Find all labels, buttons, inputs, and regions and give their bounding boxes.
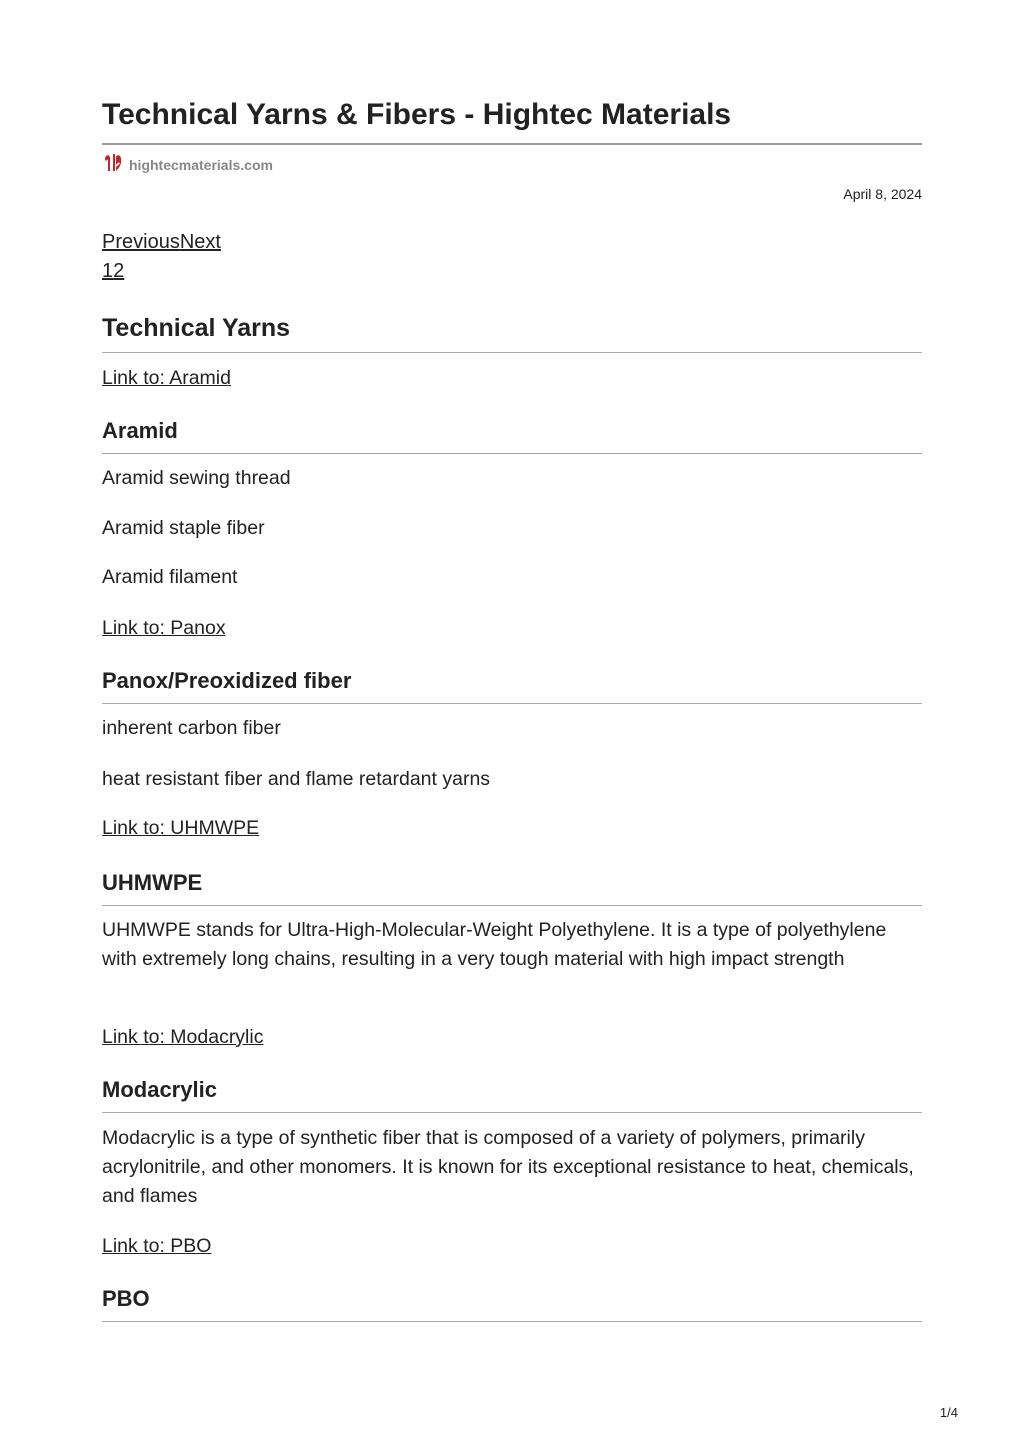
previous-link[interactable]: Previous xyxy=(102,231,180,253)
heading-pbo: PBO xyxy=(102,1286,150,1311)
page-title: Technical Yarns & Fibers - Hightec Materials xyxy=(102,98,732,131)
section-heading-technical-yarns: Technical Yarns xyxy=(102,314,291,342)
list-item: inherent carbon fiber xyxy=(102,717,281,739)
link-aramid[interactable]: Link to: Aramid xyxy=(102,367,231,389)
heading-modacrylic: Modacrylic xyxy=(102,1077,217,1102)
section-divider xyxy=(102,703,922,704)
hightec-logo-icon xyxy=(102,151,124,178)
section-divider xyxy=(102,1112,922,1113)
heading-aramid: Aramid xyxy=(102,418,178,443)
uhmwpe-description: UHMWPE stands for Ultra-High-Molecular-Weight Polyethylene. It is a type of polyethylene with extremely long chains, resulting in a very tough material with high impact strength xyxy=(102,919,887,970)
modacrylic-description: Modacrylic is a type of synthetic fiber that is composed of a variety of polymers, primarily acrylonitrile, and other monomers. It is known for its exceptional resistance to heat, chemicals, and flames xyxy=(102,1127,914,1207)
title-divider xyxy=(102,143,922,145)
source-domain: hightecmaterials.com xyxy=(129,156,273,173)
page-number: 1/4 xyxy=(939,1405,958,1420)
page-1-link[interactable]: 1 xyxy=(102,260,114,282)
section-divider xyxy=(102,352,922,353)
page-2-link[interactable]: 2 xyxy=(113,260,125,282)
publish-date: April 8, 2024 xyxy=(843,186,922,202)
list-item: Aramid filament xyxy=(102,566,238,588)
list-item: heat resistant fiber and flame retardant yarns xyxy=(102,768,491,790)
list-item: Aramid sewing thread xyxy=(102,467,291,489)
link-pbo[interactable]: Link to: PBO xyxy=(102,1235,212,1257)
heading-uhmwpe: UHMWPE xyxy=(102,870,203,895)
pager xyxy=(102,228,221,286)
link-panox[interactable]: Link to: Panox xyxy=(102,617,226,639)
link-modacrylic[interactable]: Link to: Modacrylic xyxy=(102,1026,264,1048)
source-line xyxy=(102,151,273,178)
list-item: Aramid staple fiber xyxy=(102,517,265,539)
next-link[interactable]: Next xyxy=(179,231,221,253)
section-divider xyxy=(102,905,922,906)
heading-panox: Panox/Preoxidized fiber xyxy=(102,668,352,693)
link-uhmwpe[interactable]: Link to: UHMWPE xyxy=(102,817,260,839)
section-divider xyxy=(102,453,922,454)
section-divider xyxy=(102,1321,922,1322)
